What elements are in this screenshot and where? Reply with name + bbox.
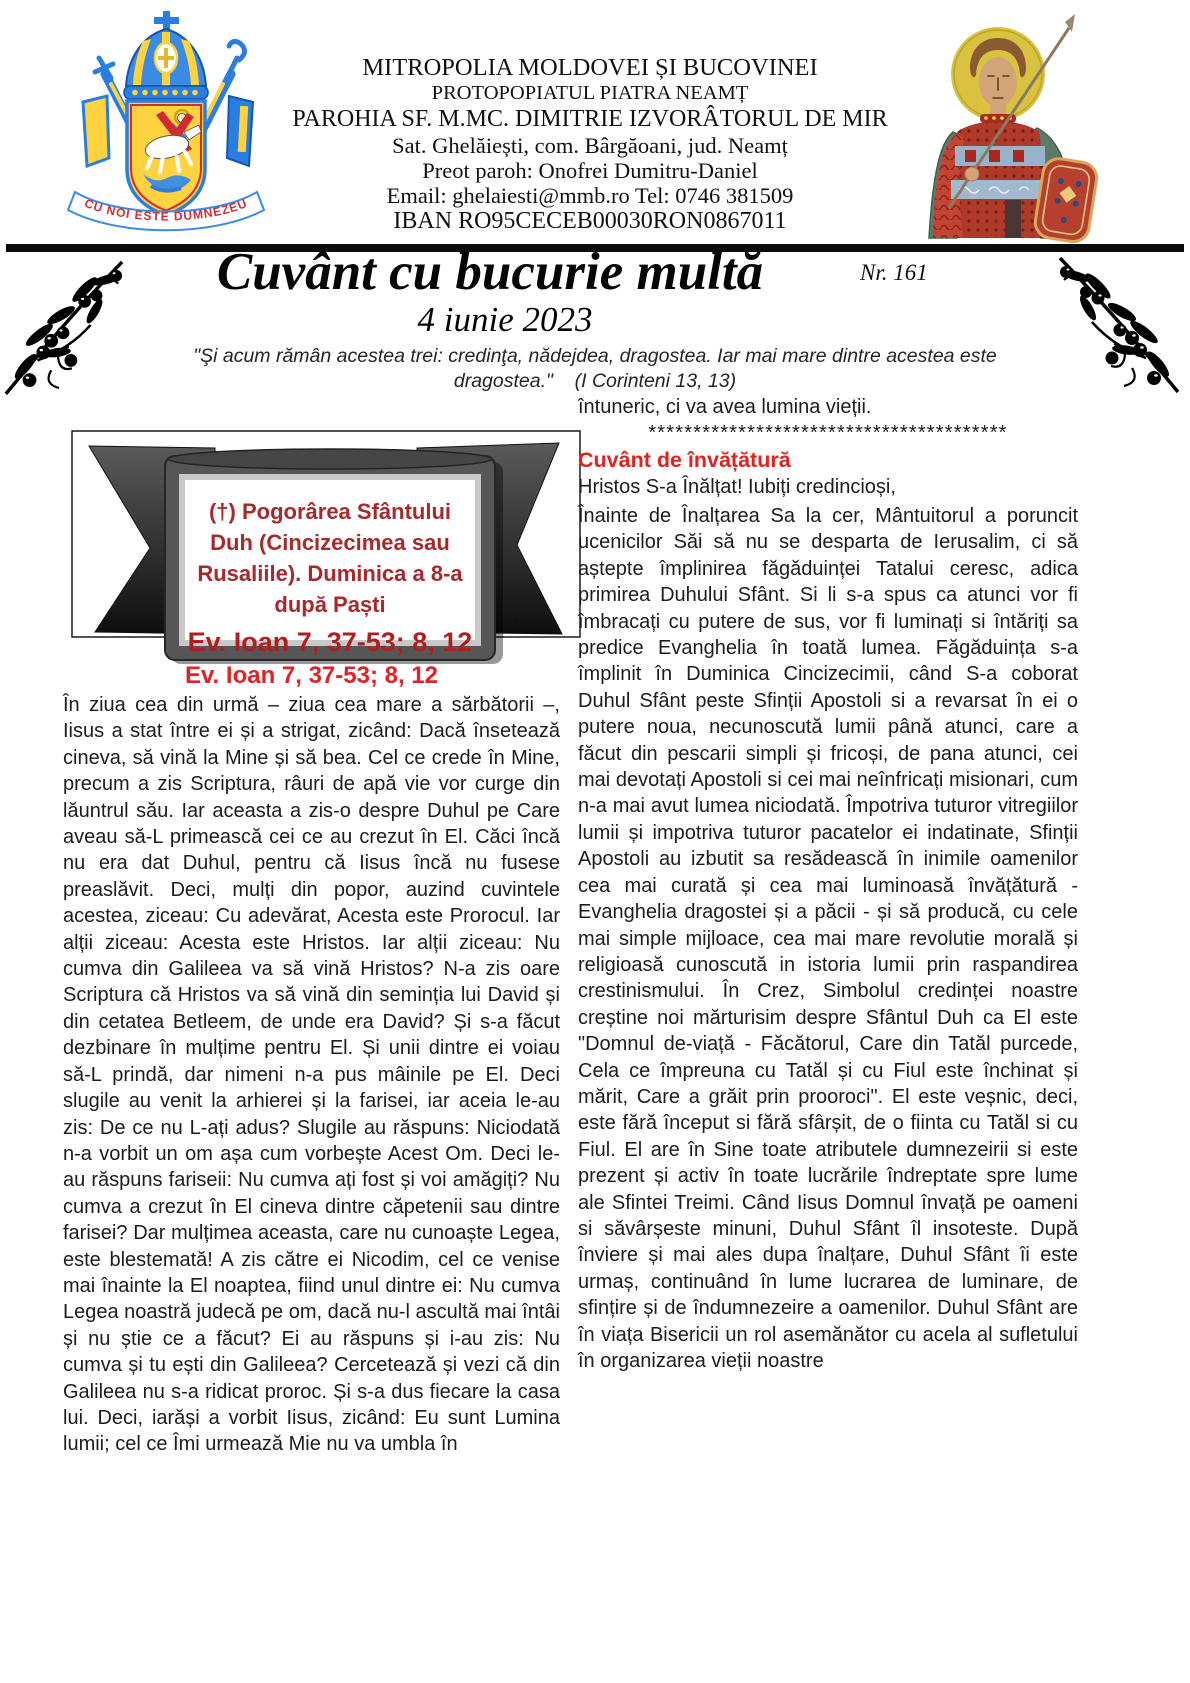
feast-title: (†) Pogorârea Sfântului Duh (Cincizecimea sau Rusaliile). Duminica a 8-a după Paști — [197, 499, 463, 617]
sermon-heading: Cuvânt de învățătură — [578, 448, 791, 472]
deanery: PROTOPOPIATUL PIATRA NEAMȚ — [431, 82, 749, 104]
parish-address: Sat. Ghelăiești, com. Bârgăoani, jud. Neamț — [392, 133, 788, 158]
feast-banner — [65, 428, 585, 668]
gospel-reference: Ev. Ioan 7, 37-53; 8, 12 — [184, 662, 439, 689]
issue-number: Nr. 161 — [860, 260, 928, 285]
sermon-text: Înainte de Înalțarea Sa la cer, Mântuitorul a poruncit ucenicilor Săi să nu se desparta de Ierusalim, ci să aștepte împlinirea făgăduinței Tatalui ceresc, adica primirea Duhului Sfânt. Si li s-a spus ca atunci vor fi îmbracați cu putere de sus, vor fi luminați si întăriți sa predice Evanghelia în toată lumea. Făgăduința s-a împlinit în Duminica Cincizecimii, când S-a coborat Duhul Sfânt peste Sfinții Apostoli si a revarsat în ei o putere noua, necunoscută lumii până atunci, care a făcut din pescarii simpli și fricoși, de pana atunci, cei mai devotați Apostoli si cei mai neînfricați misionari, cum n-a mai avut lumea niciodată. Împotriva tuturor vitregiilor lumii și impotriva tuturor pacatelor ei indatinate, Sfinții Apostoli au izbutit sa resădească în inimile oamenilor cea mai curată și cea mai luminoasă învățătură - Evanghelia dragostei și a păcii - și să producă, cu cele mai simple mijloace, cea mai mare revolutie morală și religioasă cunoscută in istoria lumii prin raspandirea crestinismului. În Crez, Simbolul credinței noastre creștine noi mărturisim despre Sfântul Duh ca El este "Domnul de-viață - Făcătorul, Care din Tatăl purcede, Cela ce împreuna cu Tatăl și cu Fiul este închinat și mărit, Care a grăit prin prooroci". El este veșnic, deci, este fără început si fără sfârșit, de o fiinta cu Tatăl si cu Fiul. El are în Sine toate atributele dumnezeirii si este prezent și activ în toate lucrările îndreptate spre lume ale Sfintei Treimi. Când Iisus Domnul învață pe oameni si săvârșeste minuni, Duhul Sfânt îl insoteste. După înviere și mai ales dupa înalțare, Duhul Sfânt îi este urmaș, continuând în lume lucrarea de luminare, de sfințire și de îndumnezeire a oamenilor. Duhul Sfânt are în viața Bisericii un rol asemănător cu acela al sufletului în organizarea vieții noastre — [578, 505, 1078, 1372]
issue-date: 4 iunie 2023 — [417, 300, 593, 339]
newsletter-title: Cuvânt cu bucurie multă — [216, 243, 764, 301]
parish-contact: Email: ghelaiesti@mmb.ro Tel: 0746 381509 — [386, 183, 794, 208]
parish-crest — [63, 6, 273, 234]
separator-asterisks: **************************************** — [648, 422, 1008, 444]
feast-banner-clipped-text — [185, 627, 475, 640]
parish-priest: Preot paroh: Onofrei Dumitru-Daniel — [422, 158, 758, 183]
quote-line-1: "Şi acum rămân acestea trei: credinţa, nădejdea, dragostea. Iar mai mare dintre acestea este — [193, 345, 997, 367]
gospel-continuation: întuneric, ci va avea lumina vieții. — [578, 396, 872, 418]
gospel-text: În ziua cea din urmă – ziua cea mare a sărbătorii –, Iisus a stat între ei și a strigat, zicând: Dacă însetează cineva, să vină la Mine și să bea. Cel ce crede în Mine, precum a zis Scriptura, râuri de apă vie vor curge din lăuntrul său. Iar aceasta a zis-o despre Duhul pe Care aveau să-L primească cei ce au crezut în El. Căci încă nu era dat Duhul, pentru că Iisus încă nu fusese preaslăvit. Deci, mulți din popor, auzind cuvintele acestea, ziceau: Cu adevărat, Acesta este Prorocul. Iar alții ziceau: Acesta este Hristos. Iar alții ziceau: Nu cumva din Galileea va să vină Hristos? N-a zis oare Scriptura că Hristos va să vină din seminția lui David și din cetatea Betleem, de unde era David? Și s-a făcut dezbinare în mulțime pentru El. Și unii dintre ei voiau să-L prindă, dar nimeni n-a pus mâinile pe El. Deci slugile au venit la arhierei și la farisei, iar aceia le-au zis: De ce nu L-ați adus? Slugile au răspuns: Niciodată n-a vorbit un om așa cum vorbește Acest Om. Deci le-au răspuns fariseii: Nu cumva ați fost și voi amăgiți? Nu cumva a crezut în El cineva dintre căpetenii sau dintre farisei? Dar mulțimea aceasta, care nu cunoaște Legea, este blestemată! A zis către ei Nicodim, cel ce venise mai înainte la El noaptea, fiind unul dintre ei: Nu cumva Legea noastră judecă pe om, dacă nu-l ascultă mai întâi și nu știe ce a făcut? Ei au răspuns și i-au zis: Nu cumva și tu ești din Galileea? Cercetează și vezi că din Galileea nu s-a ridicat proroc. Și s-a dus fiecare la casa lui. Deci, iarăși a vorbit Iisus, zicând: Eu sunt Lumina lumii; cel ce Îmi urmează Mie nu va umbla în — [63, 694, 560, 1456]
sermon-salutation: Hristos S-a Înălțat! Iubiți credincioși, — [578, 476, 896, 498]
crest-motto-text: CU NOI ESTE DUMNEZEU — [82, 196, 250, 224]
org-name: MITROPOLIA MOLDOVEI ȘI BUCOVINEI — [362, 54, 818, 81]
scripture-quote — [55, 344, 1135, 394]
parish-crest-icon — [63, 6, 273, 234]
quote-line-2: dragostea." (I Corinteni 13, 13) — [453, 370, 737, 392]
parish-name: PAROHIA SF. M.MC. DIMITRIE IZVORÂTORUL DE MIR — [292, 106, 888, 132]
parish-iban: IBAN RO95CECEB00030RON0867011 — [393, 208, 787, 234]
header-block — [278, 54, 902, 234]
saint-dimitrie-icon — [893, 10, 1093, 238]
